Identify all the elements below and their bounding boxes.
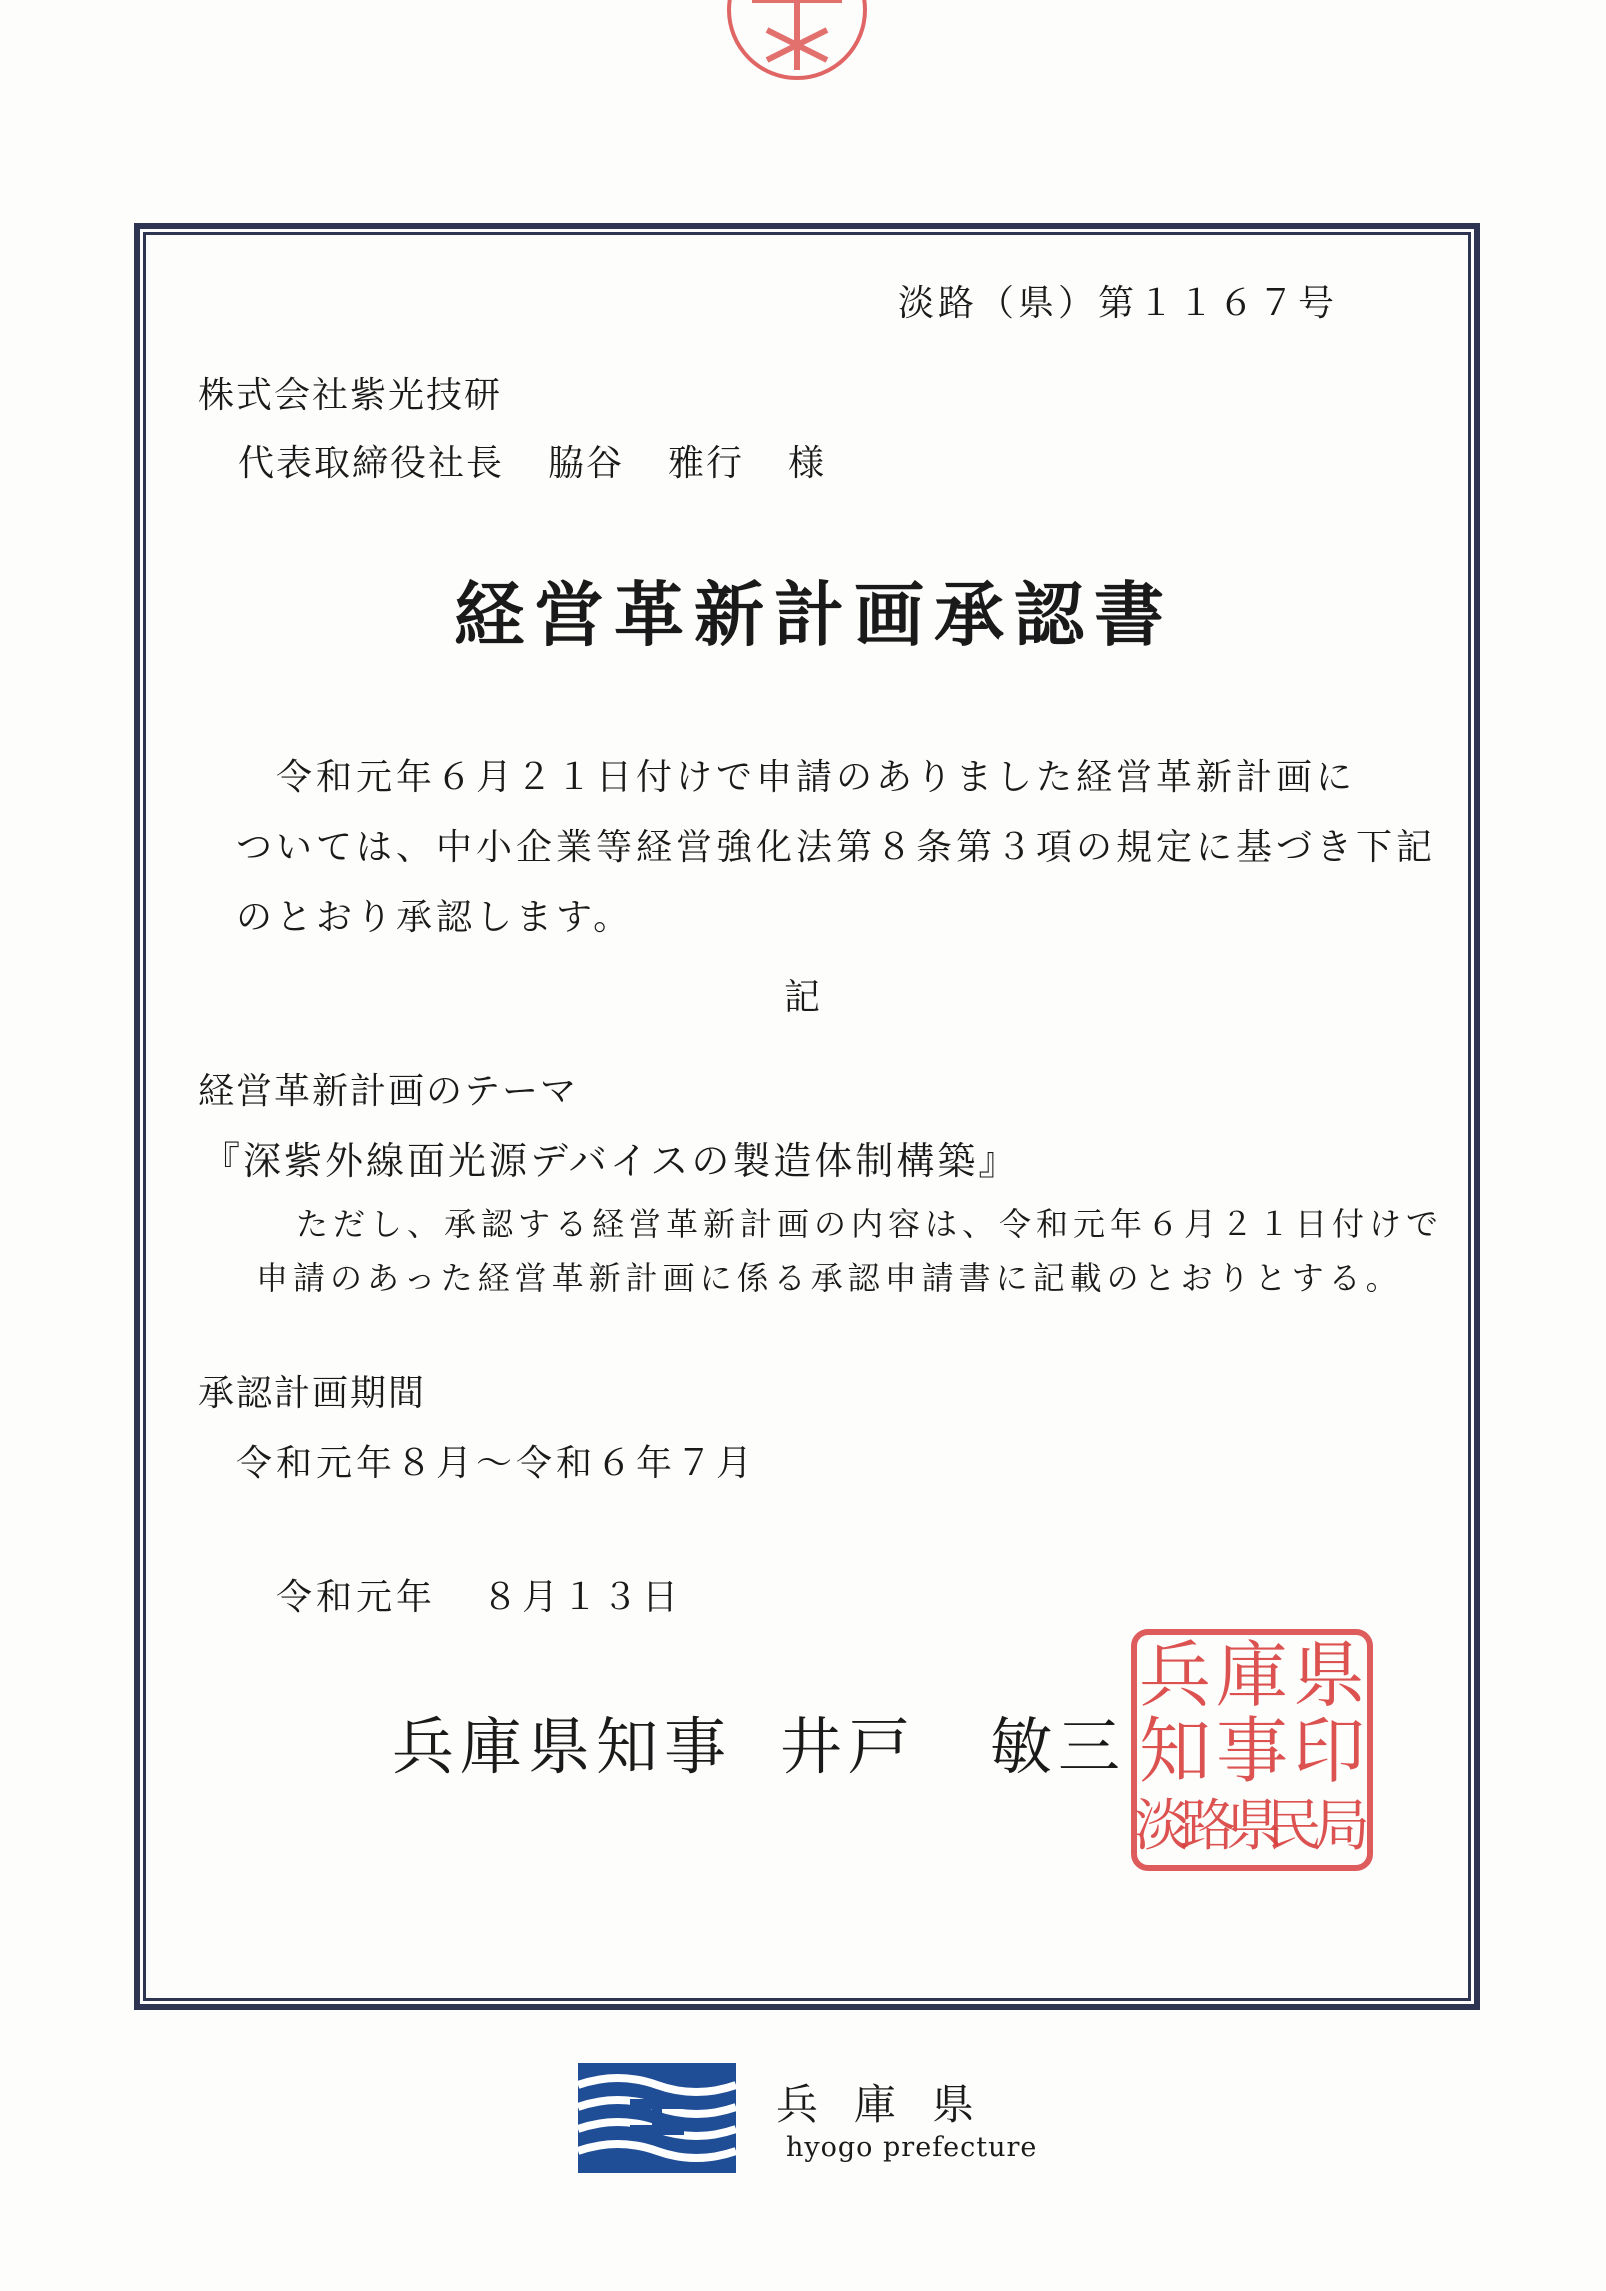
seal-char: 兵 <box>1138 1633 1211 1717</box>
recipient-representative <box>238 443 827 484</box>
body-line-3: のとおり承認します。 <box>236 897 634 938</box>
theme-note-line-1: ただし、承認する経営革新計画の内容は、令和元年６月２１日付けで <box>296 1205 1444 1243</box>
theme-value: 『深紫外線面光源デバイスの製造体制構築』 <box>202 1139 1020 1183</box>
document-title: 経営革新計画承認書 <box>454 573 1174 656</box>
hyogo-prefecture-logo-icon <box>578 2063 736 2173</box>
seal-char: 県 <box>1292 1633 1365 1717</box>
ki-marker: 記 <box>784 977 821 1018</box>
issue-date-year: 令和元年 <box>276 1577 437 1618</box>
recipient-company: 株式会社紫光技研 <box>198 375 503 416</box>
footer-prefecture-name-jp: 兵庫県 <box>776 2080 1011 2129</box>
theme-note-line-2: 申請のあった経営革新計画に係る承認申請書に記載のとおりとする。 <box>256 1259 1403 1297</box>
body-line-1: 令和元年６月２１日付けで申請のありました経営革新計画に <box>276 757 1357 798</box>
issuer-family-name: 井戸 <box>780 1710 917 1783</box>
seal-char: 局 <box>1314 1794 1370 1859</box>
issuer-given-name: 敏三 <box>990 1710 1127 1783</box>
body-line-2: ついては、中小企業等経営強化法第８条第３項の規定に基づき下記 <box>236 827 1437 868</box>
seal-char: 庫 <box>1215 1633 1288 1717</box>
seal-char: 路 <box>1180 1794 1236 1859</box>
governor-official-seal <box>1130 1628 1374 1872</box>
issue-date-month-day: ８月１３日 <box>482 1577 683 1618</box>
period-value: 令和元年８月～令和６年７月 <box>236 1443 757 1484</box>
recipient-role: 代表取締役社長 <box>238 443 505 484</box>
issue-date <box>276 1577 683 1618</box>
issuer-role: 兵庫県知事 <box>392 1710 733 1783</box>
footer-prefecture-name-en: hyogo prefecture <box>786 2132 1038 2163</box>
issuer-signature-line <box>392 1710 1127 1783</box>
period-heading: 承認計画期間 <box>198 1373 427 1414</box>
theme-heading: 経営革新計画のテーマ <box>198 1071 579 1112</box>
seal-char: 民 <box>1266 1794 1322 1859</box>
recipient-family-name: 脇谷 <box>548 443 625 484</box>
seal-char: 知 <box>1138 1709 1211 1793</box>
recipient-honorific: 様 <box>788 443 827 484</box>
seal-char: 県 <box>1226 1794 1282 1859</box>
seal-char: 事 <box>1215 1709 1288 1793</box>
seal-char: 淡 <box>1134 1794 1190 1859</box>
document-number: 淡路（県）第１１６７号 <box>898 283 1339 324</box>
recipient-given-name: 雅行 <box>668 443 745 484</box>
seal-char: 印 <box>1292 1709 1365 1793</box>
top-seal-stamp <box>722 0 872 90</box>
